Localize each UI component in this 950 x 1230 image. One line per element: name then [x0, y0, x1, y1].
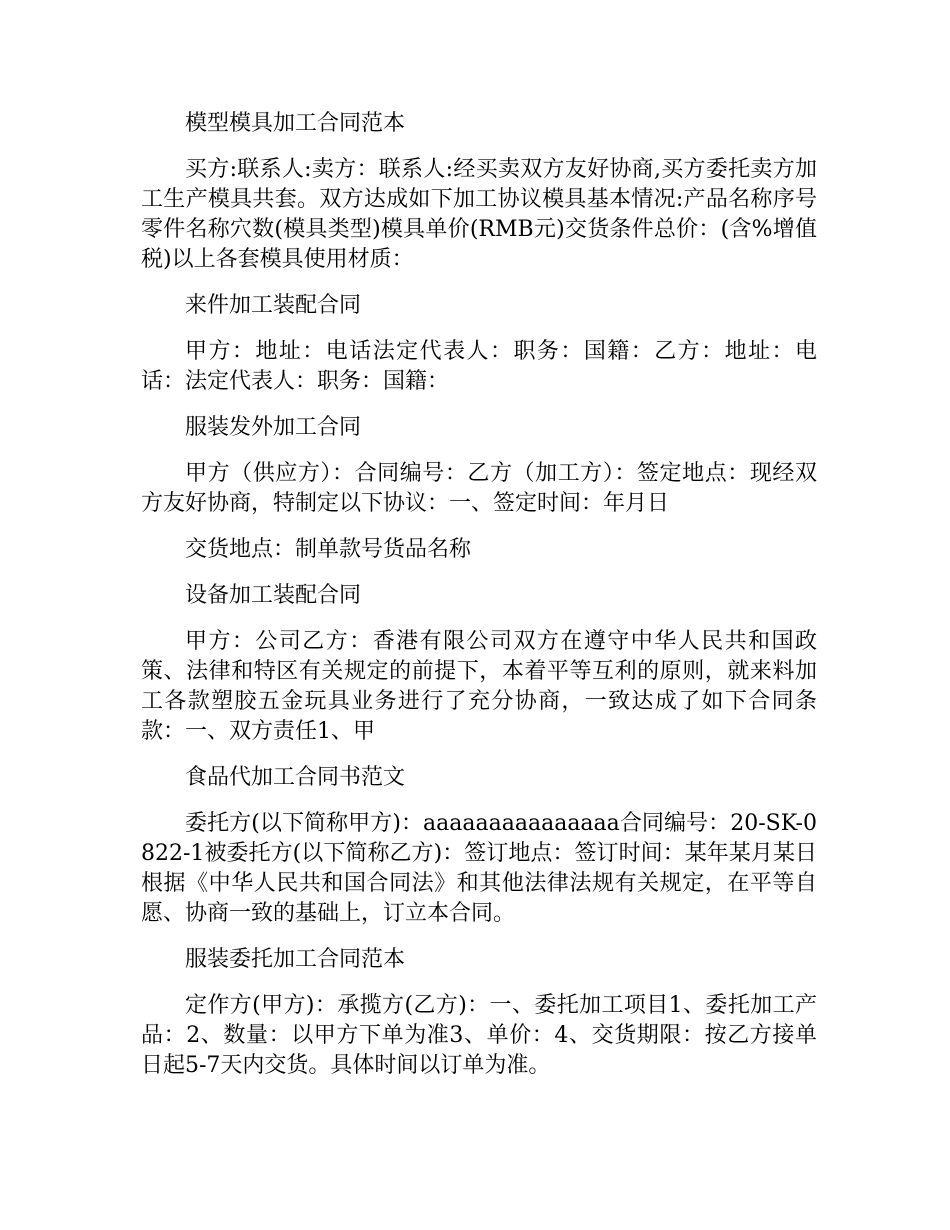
paragraph-delivery-location: 交货地点：制单款号货品名称: [185, 537, 472, 562]
contract-title-food: 食品代加工合同书范文: [185, 765, 406, 790]
paragraph-mold-details: 买方:联系人:卖方：联系人:经买卖双方友好协商,买方委托卖方加工生产模具共套。双方达成如下加工协议模具基本情况:产品名称序号零件名称穴数(模具类型)模具单价(RMB元)交货条件总价：(含%增值税)以上各套模具使用材质：: [141, 157, 817, 272]
contract-title-garment-outsourcing: 服装发外加工合同: [185, 415, 362, 440]
contract-title-garment-entrusted: 服装委托加工合同范本: [185, 947, 406, 972]
contract-title-assembly: 来件加工装配合同: [185, 293, 362, 318]
paragraph-food-terms: 委托方(以下简称甲方)：aaaaaaaaaaaaaaa合同编号：20-SK-0822-1被委托方(以下简称乙方)：签订地点：签订时间：某年某月某日根据《中华人民共和国合同法》和其他法律法规有关规定，在平等自愿、协商一致的基础上，订立本合同。: [141, 811, 817, 926]
contract-title-mold: 模型模具加工合同范本: [185, 111, 406, 136]
paragraph-equipment-terms: 甲方：公司乙方：香港有限公司双方在遵守中华人民共和国政策、法律和特区有关规定的前提下，本着平等互利的原则，就来料加工各款塑胶五金玩具业务进行了充分协商，一致达成了如下合同条款：一、双方责任1、甲: [141, 629, 817, 744]
document-body: [141, 109, 817, 1097]
paragraph-garment-entrusted-terms: 定作方(甲方)：承揽方(乙方)：一、委托加工项目1、委托加工产品：2、数量：以甲方下单为准3、单价：4、交货期限：按乙方接单日起5-7天内交货。具体时间以订单为准。: [141, 993, 817, 1078]
paragraph-garment-parties: 甲方（供应方）：合同编号：乙方（加工方）：签定地点：现经双方友好协商，特制定以下协议：一、签定时间：年月日: [141, 461, 817, 516]
contract-title-equipment: 设备加工装配合同: [185, 583, 362, 608]
paragraph-assembly-parties: 甲方：地址：电话法定代表人：职务：国籍：乙方：地址：电话：法定代表人：职务：国籍：: [141, 339, 817, 394]
